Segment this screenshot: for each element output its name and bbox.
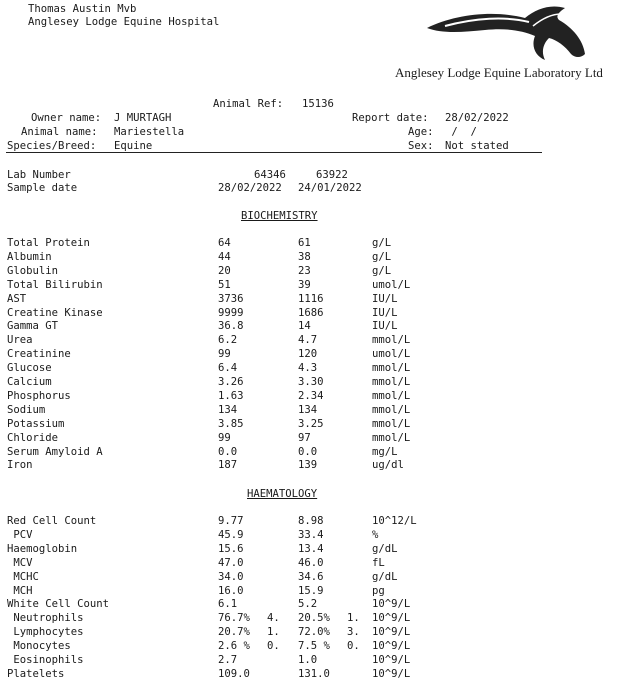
unit: ug/dl — [372, 459, 404, 472]
result-2: 8.98 — [298, 515, 324, 527]
result-2: 139 — [298, 459, 318, 472]
animal-ref-label: Animal Ref: — [213, 98, 284, 110]
unit: mmol/L — [372, 417, 411, 430]
test-name: Calcium — [7, 376, 52, 388]
test-name: Chloride — [7, 431, 59, 444]
test-name: MCH — [7, 584, 33, 597]
test-name: Glucose — [7, 362, 52, 375]
result-1: 2.6 % — [218, 640, 250, 653]
unit: mmol/L — [372, 376, 411, 388]
lab-number-1: 64346 — [254, 169, 286, 181]
vet-name: Thomas Austin Mvb — [28, 3, 137, 15]
test-name: Urea — [7, 334, 33, 347]
result-2: 5.2 — [298, 598, 318, 611]
result-2: 3.30 — [298, 376, 324, 388]
result-1: 47.0 — [218, 556, 244, 569]
unit: 10^9/L — [372, 598, 411, 611]
result-2: 20.5% — [298, 612, 330, 625]
result-2: 61 — [298, 237, 311, 249]
result-2: 34.6 — [298, 570, 324, 583]
test-name: Platelets — [7, 667, 65, 680]
test-name: Gamma GT — [7, 320, 59, 333]
unit: fL — [372, 556, 385, 569]
absolute-2: 3. — [347, 626, 360, 639]
result-1: 20.7% — [218, 626, 250, 639]
result-2: 23 — [298, 264, 311, 277]
result-1: 6.2 — [218, 334, 238, 347]
test-name: Red Cell Count — [7, 515, 97, 527]
result-1: 15.6 — [218, 542, 244, 555]
result-1: 3736 — [218, 292, 244, 305]
result-2: 33.4 — [298, 528, 324, 541]
result-1: 109.0 — [218, 667, 250, 680]
unit: umol/L — [372, 278, 411, 291]
species-label: Species/Breed: — [7, 140, 97, 152]
result-1: 20 — [218, 264, 231, 277]
unit: 10^12/L — [372, 515, 417, 527]
test-name: White Cell Count — [7, 598, 110, 611]
unit: 10^9/L — [372, 640, 411, 653]
test-name: Serum Amyloid A — [7, 445, 103, 458]
biochemistry-title: BIOCHEMISTRY — [241, 210, 318, 222]
result-1: 51 — [218, 278, 231, 291]
unit: mmol/L — [372, 362, 411, 375]
test-name: Total Bilirubin — [7, 278, 103, 291]
test-name: PCV — [7, 528, 33, 541]
result-1: 99 — [218, 348, 231, 361]
result-2: 4.7 — [298, 334, 318, 347]
test-name: MCV — [7, 556, 33, 569]
result-1: 34.0 — [218, 570, 244, 583]
absolute-2: 0. — [347, 640, 360, 653]
result-1: 9.77 — [218, 515, 244, 527]
test-name: Albumin — [7, 250, 52, 263]
result-2: 46.0 — [298, 556, 324, 569]
unit: g/L — [372, 250, 392, 263]
result-2: 120 — [298, 348, 318, 361]
report-date: 28/02/2022 — [445, 112, 509, 124]
result-1: 16.0 — [218, 584, 244, 597]
result-2: 4.3 — [298, 362, 318, 375]
test-name: Creatine Kinase — [7, 306, 103, 319]
result-1: 9999 — [218, 306, 244, 319]
result-2: 2.34 — [298, 389, 324, 402]
test-name: Phosphorus — [7, 389, 71, 402]
result-1: 64 — [218, 237, 231, 249]
unit: umol/L — [372, 348, 411, 361]
result-2: 1.0 — [298, 654, 318, 666]
result-2: 72.0% — [298, 626, 330, 639]
unit: % — [372, 528, 379, 541]
animal-ref: 15136 — [302, 98, 334, 110]
test-name: Iron — [7, 459, 33, 472]
test-name: Total Protein — [7, 237, 90, 249]
unit: mmol/L — [372, 403, 411, 416]
unit: IU/L — [372, 292, 398, 305]
unit: 10^9/L — [372, 626, 411, 639]
result-2: 15.9 — [298, 584, 324, 597]
result-1: 134 — [218, 403, 238, 416]
test-name: Sodium — [7, 403, 46, 416]
haematology-title: HAEMATOLOGY — [247, 488, 318, 500]
result-2: 38 — [298, 250, 311, 263]
result-1: 6.4 — [218, 362, 238, 375]
unit: 10^9/L — [372, 612, 411, 625]
animal-name: Mariestella — [114, 126, 185, 138]
result-1: 99 — [218, 431, 231, 444]
unit: IU/L — [372, 320, 398, 333]
absolute-2: 1. — [347, 612, 360, 625]
result-2: 39 — [298, 278, 311, 291]
lab-name: Anglesey Lodge Equine Laboratory Ltd — [395, 65, 603, 80]
result-2: 134 — [298, 403, 318, 416]
animal-label: Animal name: — [21, 126, 98, 138]
age-label: Age: — [408, 126, 434, 138]
test-name: MCHC — [7, 570, 39, 583]
horse-head-logo-icon — [425, 4, 590, 62]
lab-number-2: 63922 — [316, 169, 348, 181]
unit: mmol/L — [372, 389, 411, 402]
result-2: 7.5 % — [298, 640, 330, 653]
test-name: Globulin — [7, 264, 59, 277]
result-1: 6.1 — [218, 598, 238, 611]
result-2: 131.0 — [298, 667, 330, 680]
sample-date-1: 28/02/2022 — [218, 182, 282, 194]
absolute-1: 1. — [267, 626, 280, 639]
test-name: AST — [7, 292, 27, 305]
age: / / — [445, 126, 477, 138]
species: Equine — [114, 140, 153, 152]
test-name: Lymphocytes — [7, 626, 84, 639]
result-2: 3.25 — [298, 417, 324, 430]
result-1: 76.7% — [218, 612, 250, 625]
unit: mg/L — [372, 445, 398, 458]
absolute-1: 0. — [267, 640, 280, 653]
result-1: 45.9 — [218, 528, 244, 541]
result-1: 36.8 — [218, 320, 244, 333]
unit: mmol/L — [372, 334, 411, 347]
result-2: 1686 — [298, 306, 324, 319]
result-2: 97 — [298, 431, 311, 444]
report-date-label: Report date: — [352, 112, 429, 124]
result-1: 3.85 — [218, 417, 244, 430]
sex: Not stated — [445, 140, 509, 152]
result-2: 13.4 — [298, 542, 324, 555]
test-name: Eosinophils — [7, 654, 84, 666]
test-name: Potassium — [7, 417, 65, 430]
test-name: Haemoglobin — [7, 542, 78, 555]
unit: g/dL — [372, 570, 398, 583]
result-2: 14 — [298, 320, 311, 333]
hospital-name: Anglesey Lodge Equine Hospital — [28, 16, 220, 28]
unit: pg — [372, 584, 385, 597]
sex-label: Sex: — [408, 140, 434, 152]
result-2: 0.0 — [298, 445, 318, 458]
unit: mmol/L — [372, 431, 411, 444]
result-1: 3.26 — [218, 376, 244, 388]
test-name: Neutrophils — [7, 612, 84, 625]
result-1: 2.7 — [218, 654, 238, 666]
test-name: Creatinine — [7, 348, 71, 361]
result-1: 0.0 — [218, 445, 238, 458]
owner-name: J MURTAGH — [114, 112, 172, 124]
unit: IU/L — [372, 306, 398, 319]
test-name: Monocytes — [7, 640, 71, 653]
unit: g/L — [372, 264, 392, 277]
absolute-1: 4. — [267, 612, 280, 625]
unit: 10^9/L — [372, 667, 411, 680]
unit: 10^9/L — [372, 654, 411, 666]
sample-date-label: Sample date — [7, 182, 78, 194]
result-1: 1.63 — [218, 389, 244, 402]
sample-date-2: 24/01/2022 — [298, 182, 362, 194]
owner-label: Owner name: — [31, 112, 102, 124]
unit: g/dL — [372, 542, 398, 555]
result-1: 44 — [218, 250, 231, 263]
result-1: 187 — [218, 459, 238, 472]
result-2: 1116 — [298, 292, 324, 305]
lab-number-label: Lab Number — [7, 169, 71, 181]
header-divider — [6, 152, 542, 153]
unit: g/L — [372, 237, 392, 249]
